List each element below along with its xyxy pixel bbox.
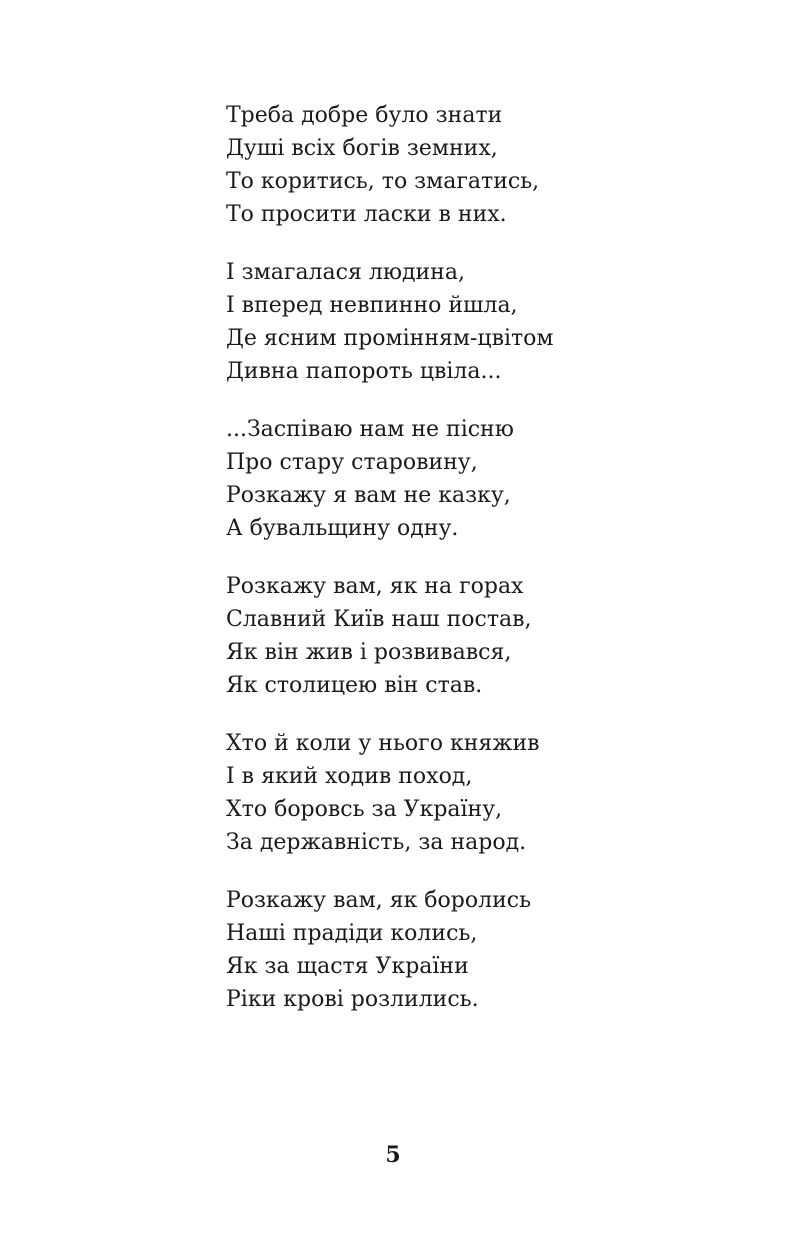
poem-line: Хто боровсь за Україну, (226, 797, 503, 822)
poem-line: Розкажу я вам не казку, (226, 483, 511, 508)
poem-line: Ріки крові розлились. (226, 987, 479, 1012)
poem-line: То коритись, то змагатись, (226, 169, 540, 194)
poem-line: Про стару старовину, (226, 450, 478, 475)
poem-line: То просити ласки в них. (226, 202, 507, 227)
stanza-3 (226, 413, 746, 545)
poem-line: І вперед невпинно йшла, (226, 293, 518, 318)
poem-line: І змагалася людина, (226, 260, 465, 285)
poem-line: Славний Київ наш постав, (226, 607, 532, 632)
stanza-6 (226, 884, 746, 1016)
stanza-1 (226, 99, 746, 231)
poem-line: Треба добре було знати (226, 103, 503, 128)
poem-line: Наші прадіди колись, (226, 921, 478, 946)
poem-line: Як за щастя України (226, 954, 469, 979)
poem-line: ...Заспіваю нам не пісню (226, 417, 514, 442)
stanza-4 (226, 570, 746, 702)
stanza-2 (226, 256, 746, 388)
poem-line: А бувальщину одну. (226, 516, 459, 541)
page-number: 5 (385, 1142, 401, 1168)
poem-line: Як він жив і розвивався, (226, 640, 512, 665)
poem-line: Дивна папороть цвіла... (226, 359, 502, 384)
poem-line: Як столицею він став. (226, 673, 483, 698)
poem-line: За державність, за народ. (226, 830, 527, 855)
poem-line: Де ясним промінням-цвітом (226, 326, 554, 351)
poem-line: Розкажу вам, як боролись (226, 888, 532, 913)
stanza-5 (226, 727, 746, 859)
poem (226, 99, 746, 1041)
poem-line: Хто й коли у нього княжив (226, 731, 540, 756)
poem-line: Розкажу вам, як на горах (226, 574, 524, 599)
poem-line: Душі всіх богів земних, (226, 136, 498, 161)
poem-line: І в який ходив поход, (226, 764, 473, 789)
